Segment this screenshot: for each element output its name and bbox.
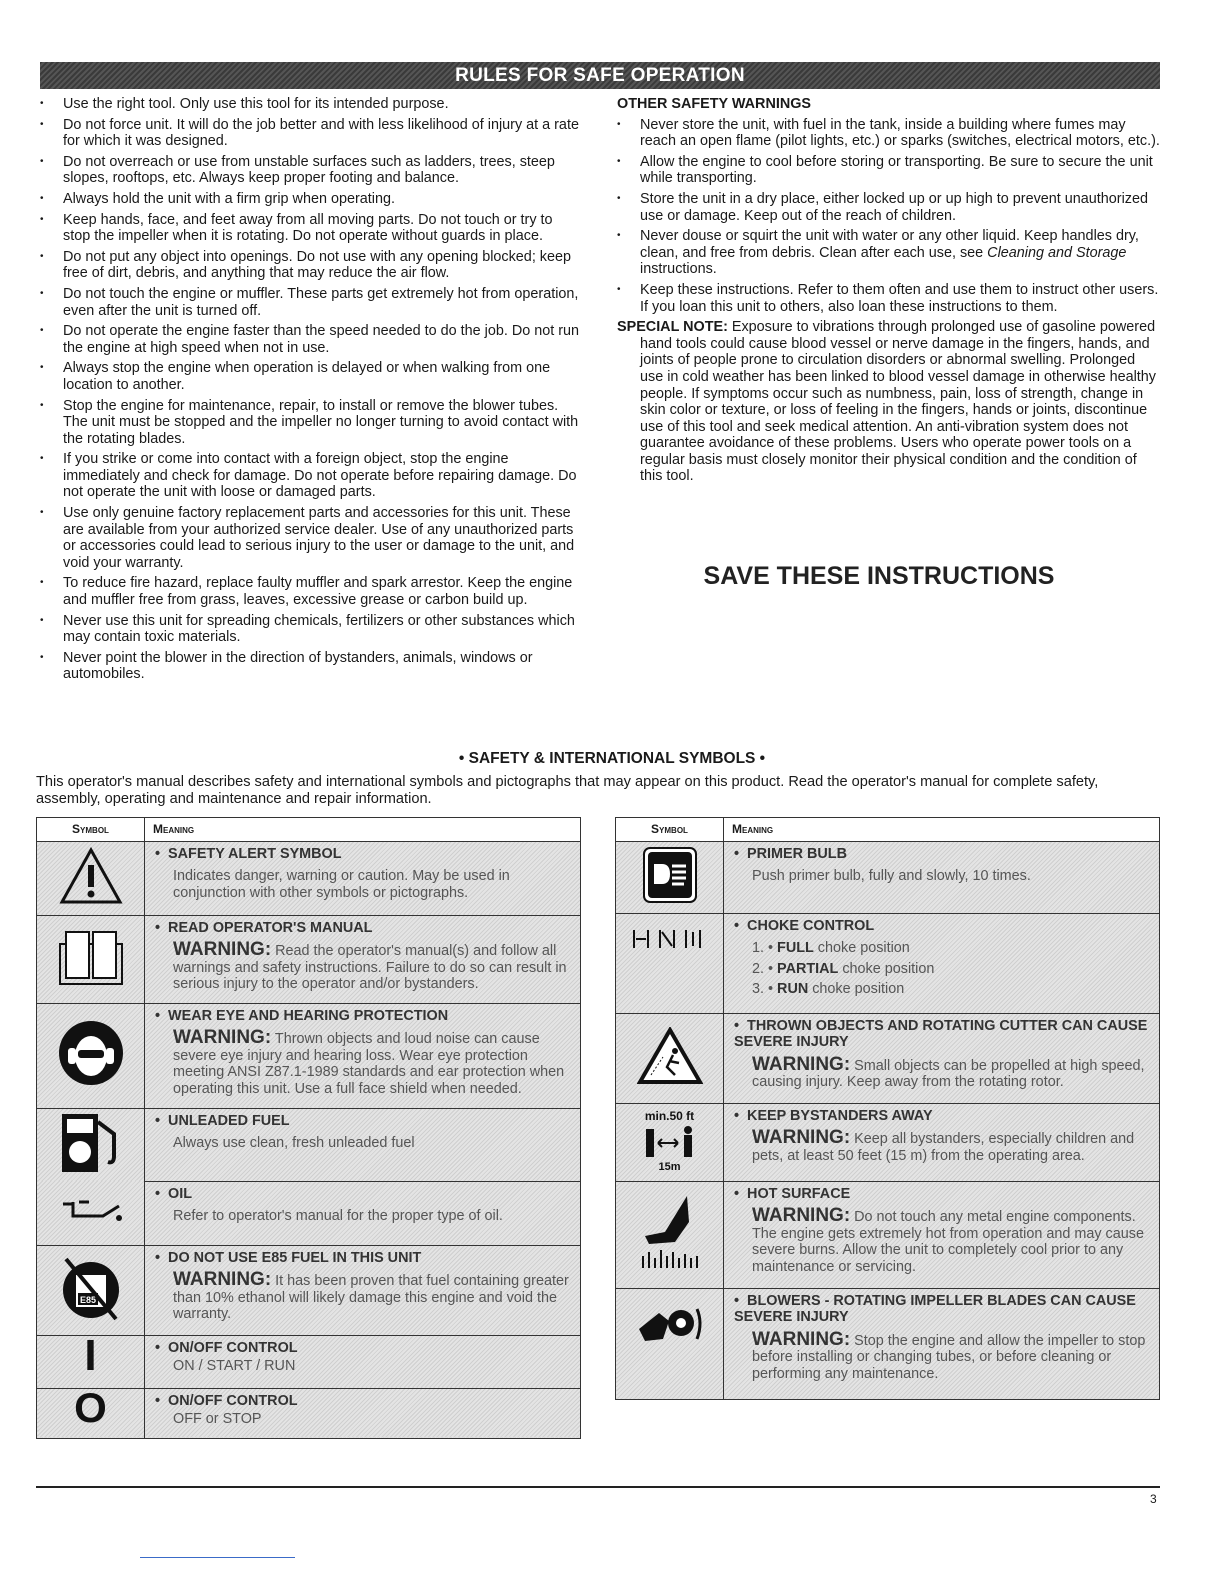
warning-text: Small objects can be propelled at high speed, causing injury. Keep away from the rotating rotor.	[752, 1057, 1145, 1091]
safety-alert-icon	[37, 841, 145, 915]
rule-item: • Do not force unit. It will do the job better and with less likelihood of injury at a rate for which it was designed.	[40, 117, 580, 150]
symbol-desc: Always use clean, fresh unleaded fuel	[173, 1135, 415, 1152]
rule-item: • To reduce fire hazard, replace faulty muffler and spark arrestor. Keep the engine and muffler free from grass, leaves, excessive grease or carbon build up.	[40, 575, 580, 608]
primer-bulb-icon	[616, 841, 724, 913]
section-banner: RULES FOR SAFE OPERATION	[40, 62, 1160, 89]
symbol-title: • ON/OFF CONTROL	[155, 1393, 572, 1410]
bottom-divider	[140, 1557, 295, 1558]
rotating-impeller-icon	[616, 1288, 724, 1399]
warning-label: WARNING:	[752, 1205, 851, 1227]
off-icon	[37, 1383, 145, 1438]
number: 1. •	[752, 940, 774, 957]
oil-can-icon	[37, 1181, 145, 1245]
symbols-table-right	[615, 817, 1160, 1400]
warning-text: It has been proven that fuel containing greater than 10% ethanol will likely damage this engine and void the warranty.	[173, 1273, 569, 1323]
number: 3. •	[752, 981, 774, 998]
footer-rule	[36, 1486, 1160, 1488]
warning-text: Do not touch any metal engine components. The engine gets extremely hot from operation and may cause severe burns. Allow the unit to completely cool prior to any maintenance or servicing.	[752, 1209, 1144, 1275]
special-note-label: SPECIAL NOTE:	[617, 319, 728, 336]
choke-label: FULL	[777, 940, 814, 957]
symbol-desc	[155, 1027, 572, 1097]
choke-control-icon	[616, 913, 724, 1013]
save-instructions-heading: SAVE THESE INSTRUCTIONS	[703, 562, 1055, 590]
rule-item: • Always stop the engine when operation is delayed or when walking from one location to another.	[40, 360, 580, 393]
symbol-title: • OIL	[155, 1186, 572, 1203]
number: 2. •	[752, 960, 774, 977]
warning-label: WARNING:	[752, 1053, 851, 1075]
book-manual-icon	[37, 915, 145, 1003]
column-header-symbol: Symbol	[37, 818, 145, 842]
warning-item: • Store the unit in a dry place, either locked up or up high to prevent unauthorized use or damage. Keep out of the reach of children.	[617, 191, 1162, 224]
symbol-desc	[734, 1328, 1151, 1383]
symbol-desc	[155, 1269, 572, 1323]
symbol-title: • PRIMER BULB	[734, 846, 1151, 863]
eye-hearing-protection-icon	[37, 1003, 145, 1108]
rule-item: • Use the right tool. Only use this tool for its intended purpose.	[40, 96, 580, 113]
distance-label: min.50 ft	[644, 1109, 695, 1124]
rule-item: • Keep hands, face, and feet away from all moving parts. Do not touch or try to stop the impeller when it is rotating. Do not operate without guards in place.	[40, 212, 580, 245]
symbol-desc: OFF or STOP	[173, 1411, 262, 1428]
distance-metric: 15m	[658, 1161, 681, 1174]
on-symbol: I	[84, 1331, 97, 1381]
column-header-meaning: Meaning	[145, 818, 581, 842]
column-header-symbol: Symbol	[616, 818, 724, 842]
symbol-desc: Indicates danger, warning or caution. May be used in conjunction with other symbols or pictographs.	[173, 868, 510, 901]
symbols-table-left	[36, 817, 581, 1439]
warning-label: WARNING:	[173, 939, 272, 961]
symbol-title: • CHOKE CONTROL	[734, 918, 1151, 935]
warning-item: • Never store the unit, with fuel in the tank, inside a building where fumes may reach an open flame (pilot lights, etc.) or sparks (switches, electrical motors, etc.).	[617, 117, 1162, 150]
svg-text:E85: E85	[79, 1294, 96, 1305]
symbol-title: • KEEP BYSTANDERS AWAY	[734, 1108, 1151, 1125]
rule-item: • Do not overreach or use from unstable surfaces such as ladders, trees, steep slopes, rooftops, etc. Always keep proper footing and balance.	[40, 154, 580, 187]
hot-surface-icon	[616, 1181, 724, 1288]
text: choke position	[813, 940, 910, 957]
keep-bystanders-away-icon	[616, 1103, 724, 1181]
off-symbol: O	[74, 1383, 107, 1431]
other-warnings-column	[617, 96, 1162, 485]
symbol-title: • THROWN OBJECTS AND ROTATING CUTTER CAN CAUSE SEVERE INJURY	[734, 1018, 1151, 1051]
fuel-pump-icon	[37, 1108, 145, 1181]
rule-item: • Do not touch the engine or muffler. These parts get extremely hot from operation, even after the unit is turned off.	[40, 286, 580, 319]
text: choke position	[838, 960, 935, 977]
rule-item: • Never point the blower in the direction of bystanders, animals, windows or automobiles.	[40, 650, 580, 683]
special-note-text: Exposure to vibrations through prolonged use of gasoline powered hand tools could cause blood vessel or nerve damage in the fingers, hands, and joints of people prone to circulation disorders or abnormal swelling. Prolonged use in cold weather has been linked to blood vessel damage in otherwise healthy people. If symptoms occur such as numbness, pain, loss of strength, change in skin color or texture, or loss of feeling in the fingers, hands or joints, discontinue use of this tool and seek medical attention. An anti-vibration system does not guarantee avoidance of these problems. Users who operate power tools on a regular basis must closely monitor their physical condition and the condition of this tool.	[640, 319, 1156, 485]
choke-position	[734, 981, 1151, 998]
symbol-desc: Push primer bulb, fully and slowly, 10 times.	[752, 868, 1031, 885]
symbol-title: • ON/OFF CONTROL	[155, 1340, 572, 1357]
symbols-title: • SAFETY & INTERNATIONAL SYMBOLS •	[458, 750, 766, 767]
warning-label: WARNING:	[752, 1328, 851, 1350]
other-warnings-heading: OTHER SAFETY WARNINGS	[617, 96, 812, 112]
warning-label: WARNING:	[173, 1027, 272, 1049]
warning-item	[617, 228, 1162, 278]
rule-item: • Do not operate the engine faster than the speed needed to do the job. Do not run the engine at high speed when not in use.	[40, 323, 580, 356]
rule-item: • Always hold the unit with a firm grip when operating.	[40, 191, 580, 208]
symbol-title: • WEAR EYE AND HEARING PROTECTION	[155, 1008, 572, 1025]
symbol-desc: ON / START / RUN	[173, 1358, 296, 1375]
choke-label: PARTIAL	[777, 960, 839, 977]
on-icon	[37, 1331, 145, 1388]
rule-item: • Do not put any object into openings. Do not use with any opening blocked; keep free of dirt, debris, and anything that may reduce the air flow.	[40, 249, 580, 282]
symbol-title: • DO NOT USE E85 FUEL IN THIS UNIT	[155, 1250, 572, 1267]
text: choke position	[808, 981, 905, 998]
rule-item: • If you strike or come into contact with a foreign object, stop the engine immediately and check for damage. Do not operate before repairing damage. Do not operate the unit with loose or damaged parts.	[40, 451, 580, 501]
symbol-title: • HOT SURFACE	[734, 1186, 1151, 1203]
left-rules-column	[40, 96, 580, 687]
symbol-title: • SAFETY ALERT SYMBOL	[155, 846, 572, 863]
symbol-desc	[734, 1127, 1151, 1164]
symbol-title: • UNLEADED FUEL	[155, 1113, 572, 1130]
symbol-desc	[734, 1205, 1151, 1275]
symbols-intro: This operator's manual describes safety and international symbols and pictographs that may appear on this product. Read the operator's manual for complete safety, assembly, operating and maintenance and repair information.	[36, 774, 1099, 807]
thrown-objects-icon	[616, 1013, 724, 1103]
warning-label: WARNING:	[173, 1269, 272, 1291]
symbol-desc: Refer to operator's manual for the proper type of oil.	[173, 1208, 503, 1225]
choke-position	[734, 961, 1151, 978]
choke-position	[734, 940, 1151, 957]
rule-item: • Never use this unit for spreading chemicals, fertilizers or other substances which may contain toxic materials.	[40, 613, 580, 646]
text: instructions.	[640, 261, 717, 278]
warning-text: Stop the engine and allow the impeller to stop before installing or changing tubes, or before cleaning or performing any maintenance.	[752, 1332, 1146, 1382]
rule-item: • Use only genuine factory replacement parts and accessories for this unit. These are available from your authorized service dealer. Use of any unauthorized parts or accessories could lead to serious injury to the user or damage to the unit, and void your warranty.	[40, 505, 580, 571]
warning-item: • Keep these instructions. Refer to them often and use them to instruct other users. If you loan this unit to others, also loan these instructions to them.	[617, 282, 1162, 315]
special-note	[617, 319, 1162, 485]
symbol-title: • BLOWERS - ROTATING IMPELLER BLADES CAN CAUSE SEVERE INJURY	[734, 1293, 1151, 1326]
rule-item: • Stop the engine for maintenance, repair, to install or remove the blower tubes. The unit must be stopped and the impeller no longer turning to avoid contact with the rotating blades.	[40, 398, 580, 448]
warning-label: WARNING:	[752, 1127, 851, 1149]
symbol-desc	[155, 939, 572, 993]
column-header-meaning: Meaning	[724, 818, 1160, 842]
warning-text: Thrown objects and loud noise can cause severe eye injury and hearing loss. Wear eye protection meeting ANSI Z87.1-1989 standards and ear protection when operating this unit. Use a full face shield when needed.	[173, 1031, 565, 1097]
warning-text: Read the operator's manual(s) and follow all warnings and safety instructions. Failure to do so can result in serious injury to the operator and/or bystanders.	[173, 943, 567, 993]
no-e85-fuel-icon	[37, 1245, 145, 1335]
symbol-desc	[734, 1053, 1151, 1091]
warning-text: Keep all bystanders, especially children and pets, at least 50 feet (15 m) from the operating area.	[752, 1131, 1135, 1164]
cross-reference: Cleaning and Storage	[987, 244, 1127, 261]
choke-label: RUN	[777, 981, 809, 998]
warning-item: • Allow the engine to cool before storing or transporting. Be sure to secure the unit while transporting.	[617, 154, 1162, 187]
symbol-title: • READ OPERATOR'S MANUAL	[155, 920, 572, 937]
page-number: 3	[1150, 1492, 1157, 1506]
text: Never douse or squirt the unit with water or any other liquid. Keep handles dry, clean, and free from debris. Clean after each use, see	[640, 228, 1139, 261]
